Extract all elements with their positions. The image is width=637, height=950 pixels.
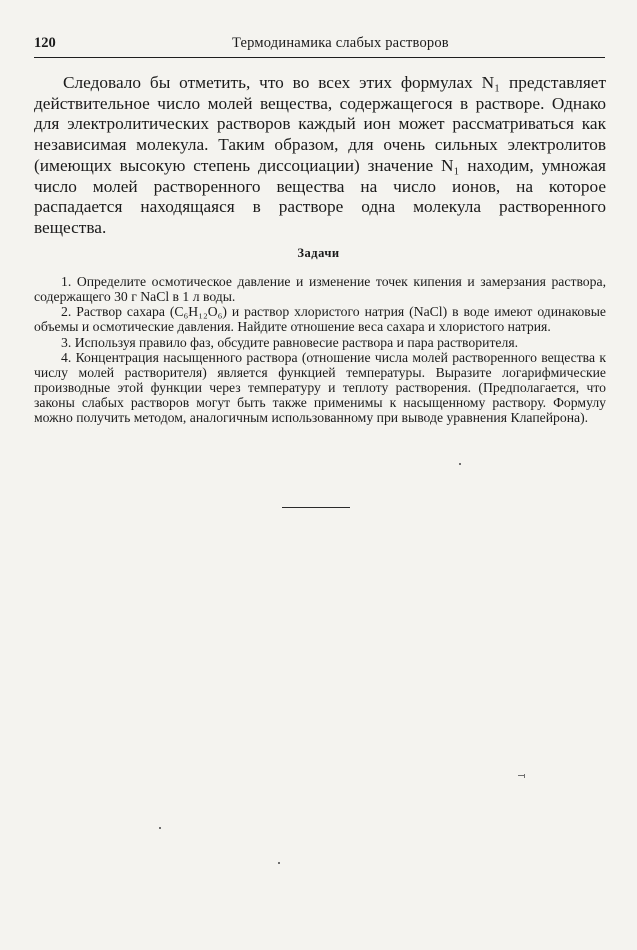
problem-item: 1. Определите осмотическое давление и изменение точек кипения и замерзания раствора, содержащего 30 г NaCl в 1 л воды. (34, 274, 606, 305)
header-rule (34, 57, 605, 58)
scan-speck (159, 827, 161, 829)
scan-speck (524, 774, 525, 778)
page-number: 120 (34, 35, 56, 51)
scan-speck (459, 463, 461, 465)
problem-item: 3. Используя правило фаз, обсудите равновесие раствора и пара растворителя. (61, 334, 519, 350)
problems-list (34, 274, 606, 426)
body-paragraph: Следовало бы отметить, что во всех этих формулах N₁ представляет действительное число молей вещества, содержащегося в растворе. Однако для электролитических растворов каждый ион может рассматриваться как независимая молекула. Таким образом, для очень сильных электролитов (имеющих высокую степень диссоциации) значение N₁ находим, умножая число молей растворенного вещества на число ионов, на которое распадается находящаяся в растворе одна молекула растворенного вещества. (34, 73, 606, 237)
problems-heading: Задачи (297, 246, 340, 260)
page-header (34, 33, 605, 57)
problem-item: 2. Раствор сахара (C₆H₁₂O₆) и раствор хлористого натрия (NaCl) в воде имеют одинаковые объемы и осмотические давления. Найдите отношение веса сахара и хлористого натрия. (34, 304, 606, 335)
problem-item: 4. Концентрация насыщенного раствора (отношение числа молей растворенного вещества к числу молей растворителя) является функцией температуры. Выразите логарифмические производные этой функции через температуру и теплоту растворения. (Предполагается, что законы слабых растворов могут быть также применимы к насыщенному раствору. Формулу можно получить методом, аналогичным использованному при выводе уравнения Клапейрона). (34, 349, 606, 426)
running-title: Термодинамика слабых растворов (232, 35, 449, 51)
scan-speck (278, 862, 280, 864)
end-of-chapter-rule (282, 507, 350, 508)
